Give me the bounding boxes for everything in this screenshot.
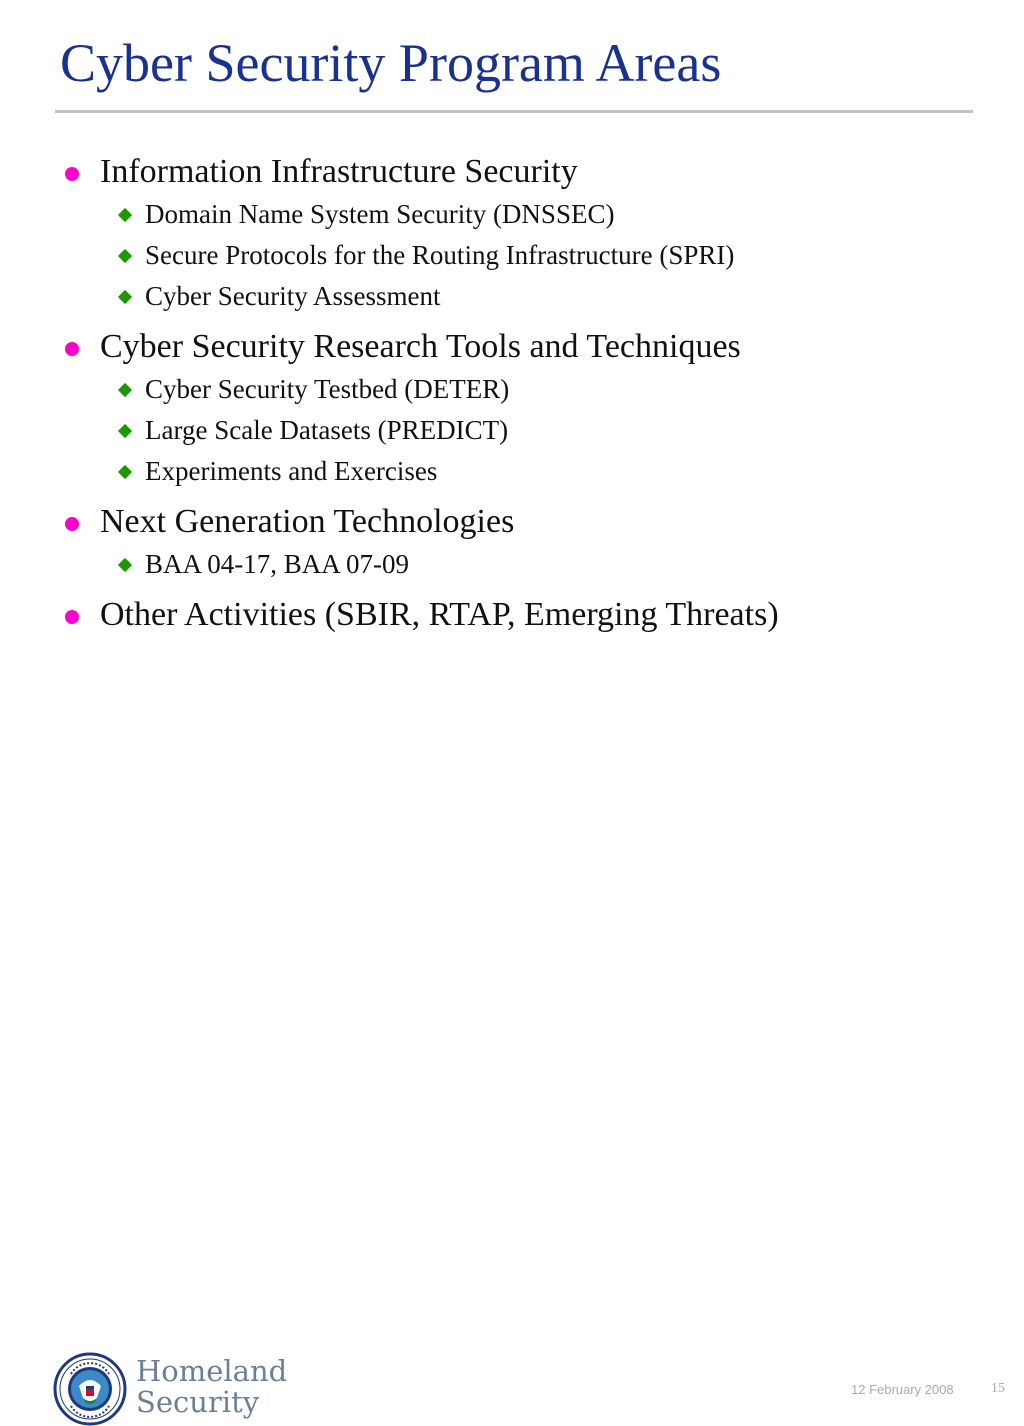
sub-bullet-text: Cyber Security Assessment — [145, 281, 441, 311]
bullet-item — [100, 598, 779, 632]
bullet-dot-icon — [65, 342, 79, 356]
diamond-bullet-icon — [118, 290, 132, 304]
slide-footer — [0, 672, 1024, 1419]
bullet-text: Next Generation Technologies — [100, 503, 515, 540]
bullet-text: Cyber Security Research Tools and Techniques — [100, 328, 741, 365]
sub-bullet-item — [145, 417, 508, 444]
sub-bullet-item — [145, 283, 440, 310]
sub-bullet-text: Cyber Security Testbed (DETER) — [145, 374, 510, 404]
sub-bullet-item — [145, 376, 509, 403]
diamond-bullet-icon — [118, 465, 132, 479]
diamond-bullet-icon — [118, 424, 132, 438]
sub-bullet-item — [145, 242, 734, 269]
sub-bullet-text: Domain Name System Security (DNSSEC) — [145, 199, 615, 229]
bullet-text: Other Activities (SBIR, RTAP, Emerging Threats) — [100, 596, 779, 633]
brand-line-1: Homeland — [136, 1354, 288, 1388]
footer-date: 12 February 2008 — [851, 1382, 954, 1397]
slide-title: Cyber Security Program Areas — [60, 33, 722, 93]
sub-bullet-item — [145, 458, 437, 485]
diamond-bullet-icon — [118, 558, 132, 572]
brand-wordmark — [136, 1356, 287, 1418]
diamond-bullet-icon — [118, 249, 132, 263]
dhs-seal-icon — [53, 1352, 127, 1426]
diamond-bullet-icon — [118, 208, 132, 222]
sub-bullet-text: BAA 04-17, BAA 07-09 — [145, 549, 410, 579]
bullet-dot-icon — [65, 167, 79, 181]
page-number: 15 — [991, 1381, 1005, 1396]
sub-bullet-item — [145, 201, 614, 228]
bullet-item — [100, 505, 514, 539]
sub-bullet-item — [145, 551, 409, 578]
bullet-dot-icon — [65, 610, 79, 624]
bullet-dot-icon — [65, 517, 79, 531]
diamond-bullet-icon — [118, 383, 132, 397]
sub-bullet-text: Experiments and Exercises — [145, 456, 438, 486]
bullet-item — [100, 330, 741, 364]
sub-bullet-text: Secure Protocols for the Routing Infrastructure (SPRI) — [145, 240, 735, 270]
bullet-text: Information Infrastructure Security — [100, 153, 578, 190]
brand-line-2: Security — [136, 1385, 260, 1419]
bullet-item — [100, 155, 578, 189]
sub-bullet-text: Large Scale Datasets (PREDICT) — [145, 415, 509, 445]
